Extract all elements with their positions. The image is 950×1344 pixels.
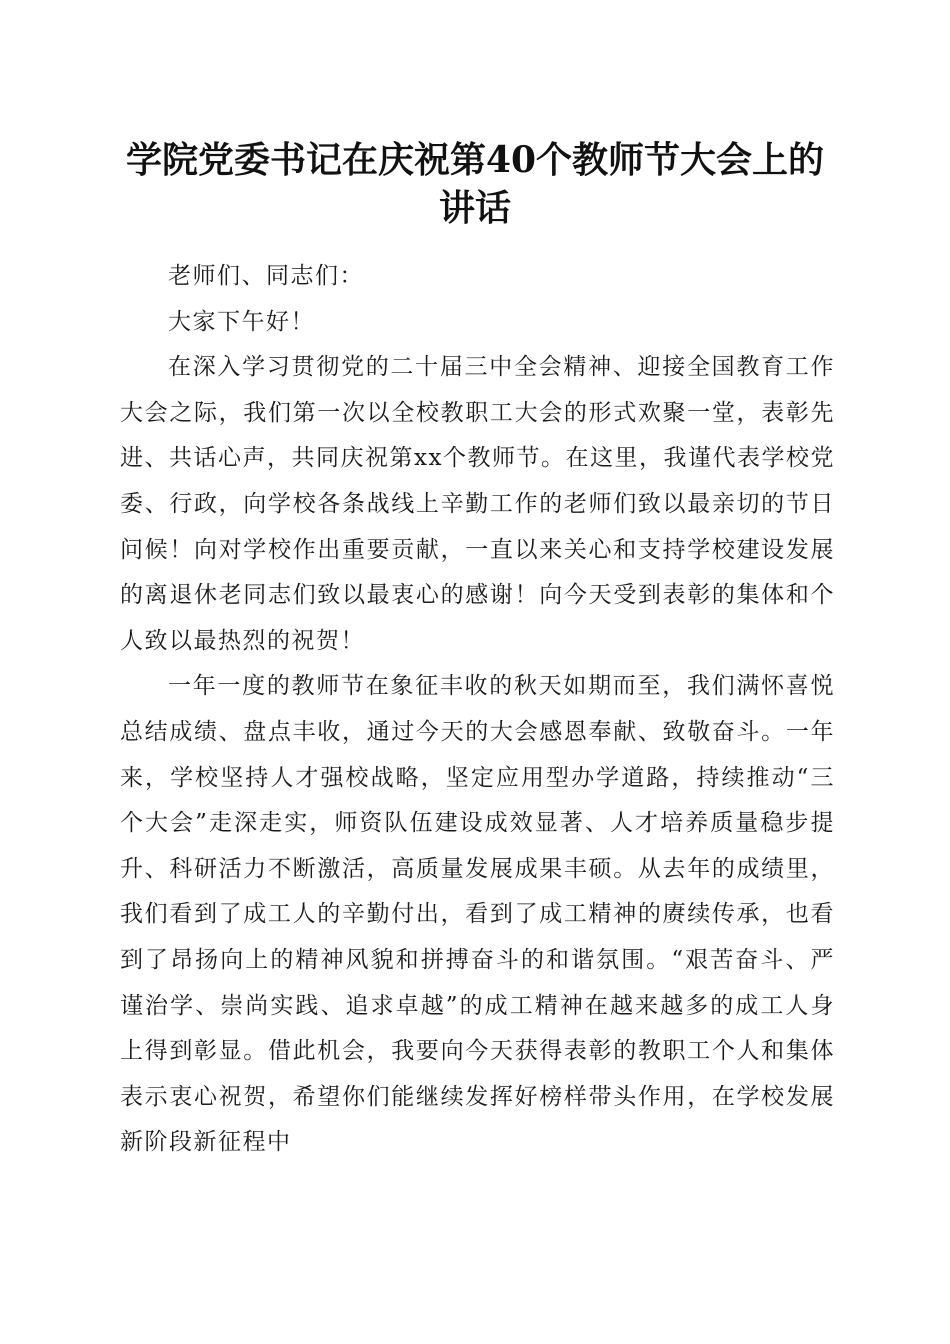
document-title <box>100 136 850 232</box>
title-line-2: 讲话 <box>438 187 511 229</box>
title-line-1: 学院党委书记在庆祝第40个教师节大会上的 <box>125 139 825 181</box>
paragraph-2: 一年一度的教师节在象征丰收的秋天如期而至，我们满怀喜悦总结成绩、盘点丰收，通过今天的大会感恩奉献、致敬奋斗。一年来，学校坚持人才强校战略，坚定应用型办学道路，持续推动“三个大会”走深走实，师资队伍建设成效显著、人才培养质量稳步提升、科研活力不断激活，高质量发展成果丰硕。从去年的成绩里，我们看到了成工人的辛勤付出，看到了成工精神的赓续传承，也看到了昂扬向上的精神风貌和拼搏奋斗的和谐氛围。“艰苦奋斗、严谨治学、崇尚实践、追求卓越”的成工精神在越来越多的成工人身上得到彰显。借此机会，我要向今天获得表彰的教职工个人和集体表示衷心祝贺，希望你们能继续发挥好榜样带头作用，在学校发展新阶段新征程中 <box>120 673 835 1156</box>
salutation: 老师们、同志们： <box>168 263 364 289</box>
greeting: 大家下午好！ <box>168 308 315 335</box>
document-body <box>120 254 835 1166</box>
paragraph-1: 在深入学习贯彻党的二十届三中全会精神、迎接全国教育工作大会之际，我们第一次以全校教职工大会的形式欢聚一堂，表彰先进、共话心声，共同庆祝第xx个教师节。在这里，我谨代表学校党委、行政，向学校各条战线上辛勤工作的老师们致以最亲切的节日问候！向对学校作出重要贡献，一直以来关心和支持学校建设发展的离退休老同志们致以最衷心的感谢！向今天受到表彰的集体和个人致以最热烈的祝贺！ <box>120 354 835 654</box>
